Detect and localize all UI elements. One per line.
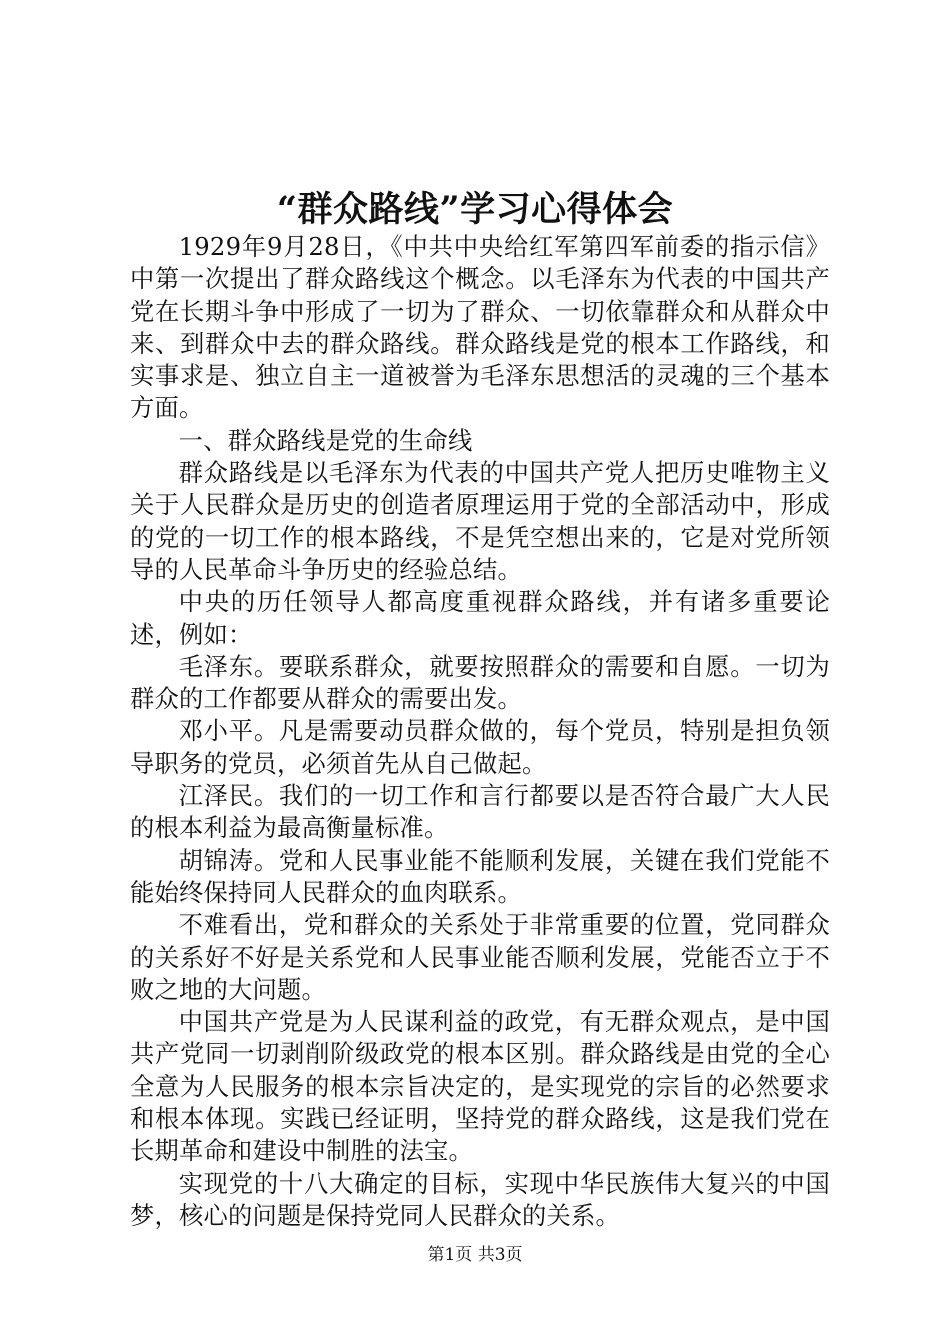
paragraph: 中央的历任领导人都高度重视群众路线，并有诸多重要论述，例如： <box>130 587 830 649</box>
document-title: “群众路线”学习心得体会 <box>276 189 674 230</box>
paragraph: 群众路线是以毛泽东为代表的中国共产党人把历史唯物主义关于人民群众是历史的创造者原理运用于党的全部活动中，形成的党的一切工作的根本路线，不是凭空想出来的，它是对党所领导的人民革命斗争历史的经验总结。 <box>130 458 830 584</box>
paragraph-intro: 1929年9月28日，《中共中央给红军第四军前委的指示信》中第一次提出了群众路线这个概念。以毛泽东为代表的中国共产党在长期斗争中形成了一切为了群众、一切依靠群众和从群众中来、到群众中去的群众路线。群众路线是党的根本工作路线，和实事求是、独立自主一道被誉为毛泽东思想活的灵魂的三个基本方面。 <box>130 232 830 423</box>
quote-paragraph: 毛泽东。要联系群众，就要按照群众的需要和自愿。一切为群众的工作都要从群众的需要出发。 <box>130 651 830 714</box>
paragraph: 实现党的十八大确定的目标，实现中华民族伟大复兴的中国梦，核心的问题是保持党同人民群众的关系。 <box>130 1168 830 1230</box>
quote-paragraph: 江泽民。我们的一切工作和言行都要以是否符合最广大人民的根本利益为最高衡量标准。 <box>130 781 830 843</box>
paragraph: 不难看出，党和群众的关系处于非常重要的位置，党同群众的关系好不好是关系党和人民事业能否顺利发展，党能否立于不败之地的大问题。 <box>130 910 830 1004</box>
quote-paragraph: 胡锦涛。党和人民事业能不能顺利发展，关键在我们党能不能始终保持同人民群众的血肉联系。 <box>130 845 830 907</box>
section-heading-1: 一、群众路线是党的生命线 <box>178 425 473 455</box>
page-number-footer: 第1页 共3页 <box>427 1245 523 1265</box>
document-body <box>130 231 830 1232</box>
quote-paragraph: 邓小平。凡是需要动员群众做的，每个党员，特别是担负领导职务的党员，必须首先从自己做起。 <box>130 716 830 778</box>
paragraph: 中国共产党是为人民谋利益的政党，有无群众观点，是中国共产党同一切剥削阶级政党的根本区别。群众路线是由党的全心全意为人民服务的根本宗旨决定的，是实现党的宗旨的必然要求和根本体现。实践已经证明，坚持党的群众路线，这是我们党在长期革命和建设中制胜的法宝。 <box>130 1007 830 1166</box>
